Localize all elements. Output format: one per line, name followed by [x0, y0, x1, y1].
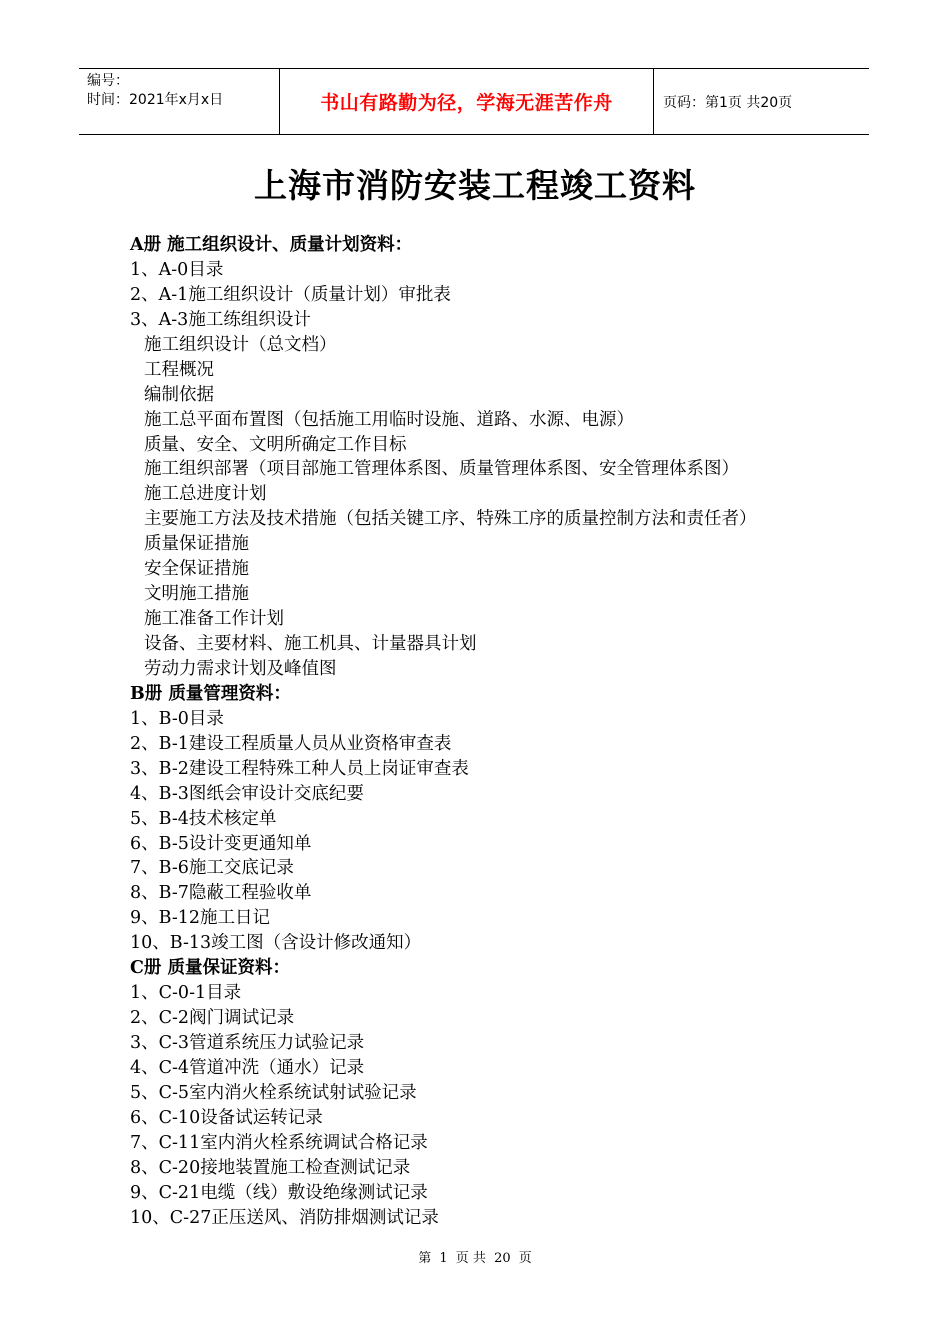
list-item: 4、B-3图纸会审设计交底纪要: [130, 783, 364, 804]
list-item: 5、B-4技术核定单: [130, 808, 277, 829]
list-item: 6、B-5设计变更通知单: [130, 833, 312, 854]
sub-list-item: 编制依据: [144, 384, 214, 405]
sub-list-item: 文明施工措施: [144, 584, 249, 605]
sub-list-item: 劳动力需求计划及峰值图: [144, 658, 337, 679]
footer-middle: 页 共: [455, 1251, 486, 1266]
sub-list-item: 施工组织部署（项目部施工管理体系图、质量管理体系图、安全管理体系图）: [144, 459, 739, 480]
list-item: 9、B-12施工日记: [130, 908, 270, 929]
list-item: 8、B-7隐蔽工程验收单: [130, 883, 312, 904]
sub-list-item: 施工准备工作计划: [144, 609, 284, 630]
header-motto: 书山有路勤为径，学海无涯苦作舟: [280, 69, 654, 134]
sub-list-item: 质量保证措施: [144, 534, 249, 555]
list-item: 3、B-2建设工程特殊工种人员上岗证审查表: [130, 758, 469, 779]
sub-list-item: 主要施工方法及技术措施（包括关键工序、特殊工序的质量控制方法和责任者）: [144, 509, 757, 530]
sub-list-item: 设备、主要材料、施工机具、计量器具计划: [144, 634, 477, 654]
list-item: 1、C-0-1目录: [130, 983, 242, 1004]
list-item: 2、C-2阀门调试记录: [130, 1008, 295, 1029]
list-item: 4、C-4管道冲洗（通水）记录: [130, 1057, 365, 1078]
sub-list-item: 安全保证措施: [144, 559, 249, 580]
list-item: 3、A-3施工练组织设计: [130, 309, 311, 330]
list-item: 1、A-0目录: [130, 259, 224, 280]
page-header: [79, 68, 869, 135]
time-label: 时间：2021年x月x日: [87, 92, 224, 108]
sub-list-item: 质量、安全、文明所确定工作目标: [144, 434, 407, 455]
number-label: 编号：: [87, 73, 129, 89]
list-item: 10、B-13竣工图（含设计修改通知）: [130, 933, 422, 954]
list-item: 9、C-21电缆（线）敷设绝缘测试记录: [130, 1182, 428, 1203]
sub-list-item: 工程概况: [144, 359, 214, 380]
list-item: 8、C-20接地装置施工检查测试记录: [130, 1157, 411, 1178]
header-page-info: 页码：第1页 共20页: [663, 94, 793, 111]
section-heading: C册 质量保证资料：: [130, 958, 291, 979]
footer-page-number: 1: [439, 1251, 448, 1266]
section-heading: B册 质量管理资料：: [130, 683, 291, 704]
footer-suffix: 页: [518, 1251, 532, 1266]
list-item: 2、A-1施工组织设计（质量计划）审批表: [130, 284, 451, 305]
header-meta: [79, 69, 280, 134]
footer-prefix: 第: [418, 1251, 432, 1266]
list-item: 7、C-11室内消火栓系统调试合格记录: [130, 1132, 428, 1153]
list-item: 2、B-1建设工程质量人员从业资格审查表: [130, 733, 452, 754]
document-title: 上海市消防安装工程竣工资料: [254, 166, 696, 205]
list-item: 7、B-6施工交底记录: [130, 858, 294, 879]
section-heading: A册 施工组织设计、质量计划资料：: [130, 235, 413, 255]
list-item: 3、C-3管道系统压力试验记录: [130, 1033, 365, 1053]
list-item: 10、C-27正压送风、消防排烟测试记录: [130, 1207, 439, 1228]
sub-list-item: 施工总平面布置图（包括施工用临时设施、道路、水源、电源）: [144, 409, 634, 430]
document-body: [130, 233, 870, 1231]
page-footer: [0, 1247, 950, 1266]
list-item: 5、C-5室内消火栓系统试射试验记录: [130, 1082, 417, 1103]
footer-total-pages: 20: [494, 1251, 511, 1266]
sub-list-item: 施工组织设计（总文档）: [144, 334, 337, 355]
sub-list-item: 施工总进度计划: [144, 484, 267, 505]
list-item: 6、C-10设备试运转记录: [130, 1107, 323, 1128]
list-item: 1、B-0目录: [130, 708, 224, 729]
